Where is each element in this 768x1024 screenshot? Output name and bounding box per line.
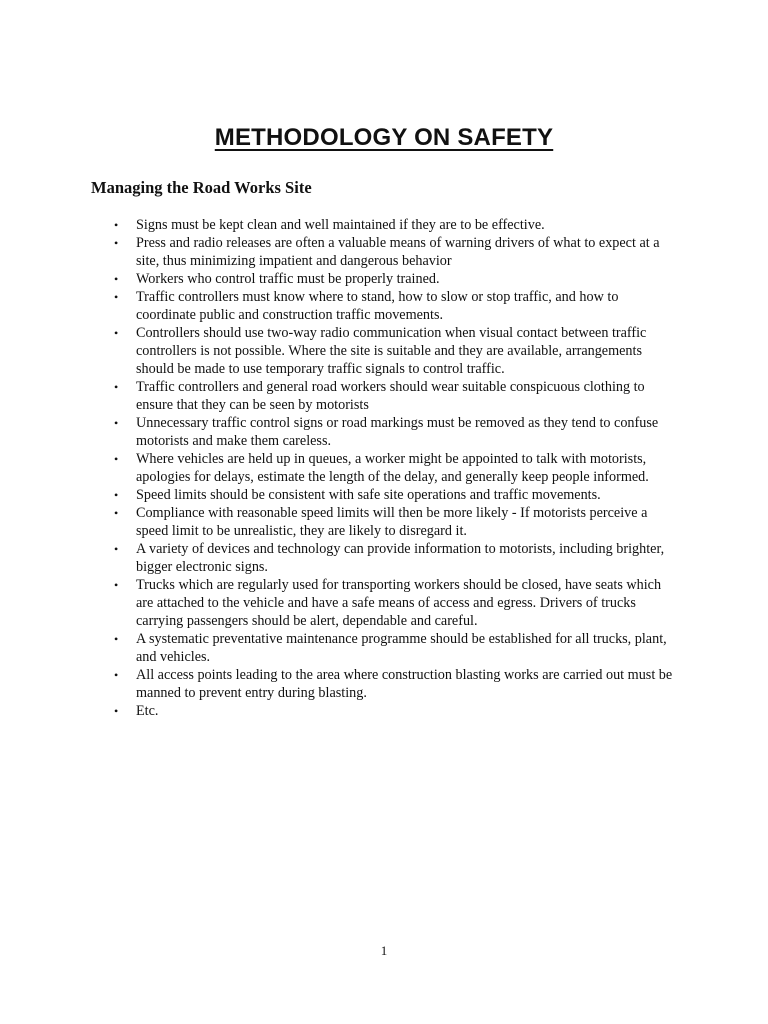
list-item: [0, 324, 768, 378]
bullet-icon: •: [114, 542, 119, 556]
list-item-text: A systematic preventative maintenance programme should be established for all trucks, plant, and vehicles.: [136, 631, 667, 665]
list-item: [0, 270, 768, 288]
list-item: [0, 378, 768, 414]
list-item: [0, 288, 768, 324]
list-item-text: Compliance with reasonable speed limits will then be more likely - If motorists perceive a speed limit to be unrealistic, they are likely to disregard it.: [136, 505, 648, 539]
bullet-icon: •: [114, 218, 119, 232]
list-item-text: Unnecessary traffic control signs or road markings must be removed as they tend to confuse motorists and make them careless.: [136, 415, 659, 449]
bullet-icon: •: [114, 452, 119, 466]
bullet-icon: •: [114, 290, 119, 304]
list-item: [0, 666, 768, 702]
page-number: 1: [380, 943, 388, 958]
bullet-icon: •: [114, 272, 119, 286]
list-item: [0, 234, 768, 270]
bullet-icon: •: [114, 380, 119, 394]
list-item-text: Traffic controllers must know where to stand, how to slow or stop traffic, and how to coordinate public and construction traffic movements.: [136, 289, 619, 323]
list-item-text: Etc.: [136, 703, 159, 719]
bullet-icon: •: [114, 668, 119, 682]
list-item-text: Controllers should use two-way radio communication when visual contact between traffic controllers is not possible. Where the site is suitable and they are available, arrangements should be made to use temporary traffic signals to control traffic.: [136, 325, 647, 377]
bullet-icon: •: [114, 506, 119, 520]
document-title: METHODOLOGY ON SAFETY: [214, 124, 554, 151]
list-item: [0, 504, 768, 540]
list-item: [0, 414, 768, 450]
list-item-text: Where vehicles are held up in queues, a worker might be appointed to talk with motorists, apologies for delays, estimate the length of the delay, and generally keep people informed.: [136, 451, 649, 485]
bullet-icon: •: [114, 704, 119, 718]
section-heading: Managing the Road Works Site: [91, 178, 312, 197]
list-item: [0, 702, 768, 720]
list-item-text: Signs must be kept clean and well maintained if they are to be effective.: [136, 217, 545, 233]
bullet-list: [0, 216, 768, 720]
list-item-text: Trucks which are regularly used for transporting workers should be closed, have seats which are attached to the vehicle and have a safe means of access and egress. Drivers of trucks carrying passengers should be alert, dependable and careful.: [136, 577, 662, 629]
list-item-text: Press and radio releases are often a valuable means of warning drivers of what to expect at a site, thus minimizing impatient and dangerous behavior: [136, 235, 660, 269]
list-item-text: All access points leading to the area where construction blasting works are carried out must be manned to prevent entry during blasting.: [136, 667, 673, 701]
list-item-text: Workers who control traffic must be properly trained.: [136, 271, 440, 287]
bullet-icon: •: [114, 632, 119, 646]
bullet-icon: •: [114, 236, 119, 250]
bullet-icon: •: [114, 416, 119, 430]
list-item: [0, 576, 768, 630]
list-item: [0, 216, 768, 234]
list-item: [0, 486, 768, 504]
list-item-text: Traffic controllers and general road workers should wear suitable conspicuous clothing to ensure that they can be seen by motorists: [136, 379, 645, 413]
bullet-icon: •: [114, 578, 119, 592]
list-item-text: A variety of devices and technology can provide information to motorists, including brighter, bigger electronic signs.: [136, 541, 665, 575]
bullet-icon: •: [114, 326, 119, 340]
list-item: [0, 450, 768, 486]
bullet-icon: •: [114, 488, 119, 502]
list-item: [0, 540, 768, 576]
list-item: [0, 630, 768, 666]
list-item-text: Speed limits should be consistent with safe site operations and traffic movements.: [136, 487, 601, 503]
